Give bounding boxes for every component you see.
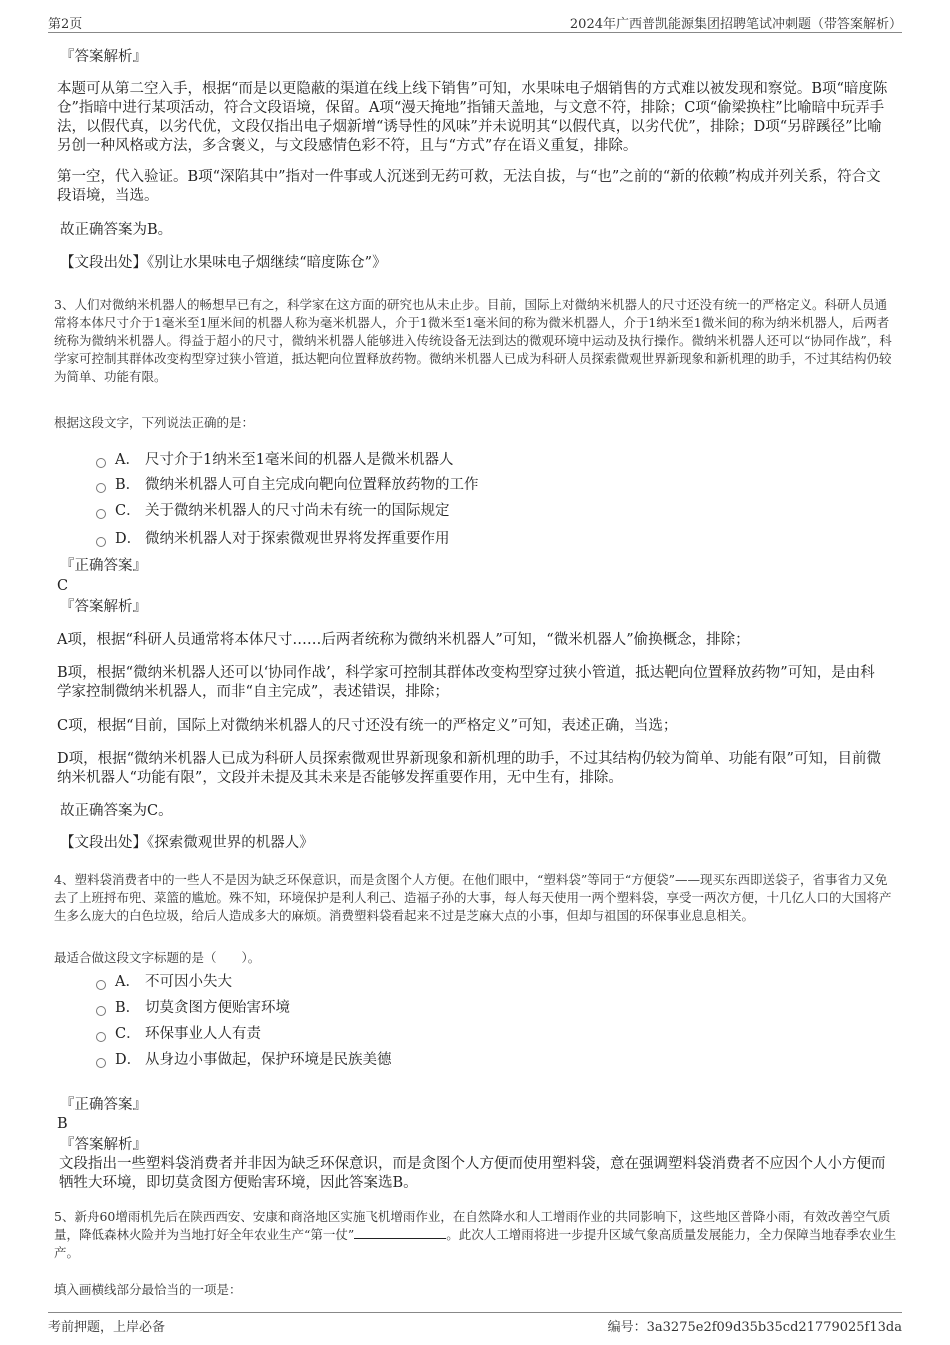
q4-stem: 最适合做这段文字标题的是（ ）。 [54, 950, 261, 965]
q5-question-after: 。此次人工增雨将进一步提升区域气象高质量发展能力，全力保障当地春季农业生产。 [54, 1227, 897, 1260]
q3-analysis-d: D项，根据“微纳米机器人已成为科研人员探索微观世界新现象和新机理的助手，不过其结构仍较为简单、功能有限”可知，目前微纳米机器人“功能有限”，文段并未提及其未来是否能够发挥重要作用，无中生有，排除。 [57, 751, 881, 786]
option-letter: C． [115, 1026, 141, 1042]
radio-icon[interactable] [96, 980, 106, 990]
option-text: 环保事业人人有责 [145, 1026, 261, 1042]
q3-analysis-c: C项，根据“目前，国际上对微纳米机器人的尺寸还没有统一的严格定义”可知，表述正确，当选； [57, 718, 678, 734]
q3-option-c[interactable] [96, 502, 450, 521]
q4-question-text: 4、塑料袋消费者中的一些人不是因为缺乏环保意识，而是贪图个人方便。在他们眼中，“塑料袋”等同于“方便袋”——现买东西即送袋子，省事省力又免去了上班捋布兜、菜篮的尴尬。殊不知，环境保护是利人利己、造福子孙的大事，每人每天使用一两个塑料袋，享受一两次方便，十几亿人口的大国将产生多么庞大的白色垃圾，给后人造成多大的麻烦。消费塑料袋看起来不过是芝麻大点的小事，但却与祖国的环保事业息息相关。 [54, 872, 892, 923]
radio-icon[interactable] [96, 537, 106, 547]
option-text: 微纳米机器人可自主完成向靶向位置释放药物的工作 [145, 477, 479, 493]
option-text: 关于微纳米机器人的尺寸尚未有统一的国际规定 [145, 503, 450, 519]
fill-blank [354, 1226, 446, 1239]
q4-option-c[interactable] [96, 1025, 261, 1044]
page-number: 第2页 [48, 17, 83, 32]
radio-icon[interactable] [96, 1006, 106, 1016]
option-text: 切莫贪图方便贻害环境 [145, 1000, 290, 1016]
q3-question-text: 3、人们对微纳米机器人的畅想早已有之，科学家在这方面的研究也从未止步。目前，国际上对微纳米机器人的尺寸还没有统一的严格定义。科研人员通常将本体尺寸介于1毫米至1厘米间的机器人称为毫米机器人，介于1微米至1毫米间的称为微米机器人，介于1纳米至1微米间的称为纳米机器人，后两者统称为微纳米机器人。得益于超小的尺寸，微纳米机器人能够进入传统设备无法到达的微观环境中运动及执行操作。微纳米机器人还可以“协同作战”，科学家可控制其群体改变构型穿过狭小管道，抵达靶向位置释放药物。微纳米机器人已成为科研人员探索微观世界新现象和新机理的助手，不过其结构仍较为简单、功能有限。 [54, 297, 892, 384]
q3-option-b[interactable] [96, 476, 479, 495]
document-title: 2024年广西普凯能源集团招聘笔试冲刺题（带答案解析） [569, 17, 902, 32]
q3-option-d[interactable] [96, 530, 450, 549]
q2-analysis-paragraph-1: 本题可从第二空入手，根据“而是以更隐蔽的渠道在线上线下销售”可知，水果味电子烟销售的方式难以被发现和察觉。B项“暗度陈仓”指暗中进行某项活动，符合文段语境，保留。A项“漫天掩地”指铺天盖地，与文意不符，排除；C项“偷梁换柱”比喻暗中玩弄手法，以假代真，以劣代优，文段仅指出电子烟新增“诱导性的风味”并未说明其“以假代真，以劣代优”，排除；D项“另辟蹊径”比喻另创一种风格或方法，多含褒义，与文段感情色彩不符，且与“方式”存在语义重复，排除。 [57, 81, 888, 154]
footer-slogan: 考前押题，上岸必备 [48, 1320, 166, 1335]
q4-answer-label: 『正确答案』 [60, 1097, 147, 1113]
q3-analysis-b: B项，根据“微纳米机器人还可以‘协同作战’，科学家可控制其群体改变构型穿过狭小管道，抵达靶向位置释放药物”可知，是由科学家控制微纳米机器人，而非“自主完成”，表述错误，排除； [57, 665, 875, 700]
page-footer [48, 1312, 902, 1335]
radio-icon[interactable] [96, 458, 106, 468]
option-letter: B． [115, 1000, 141, 1016]
q4-option-d[interactable] [96, 1051, 392, 1070]
q3-answer-label: 『正确答案』 [60, 558, 147, 574]
radio-icon[interactable] [96, 1032, 106, 1042]
q3-conclusion: 故正确答案为C。 [60, 803, 173, 819]
q2-analysis-label: 『答案解析』 [60, 49, 147, 65]
q2-source: 【文段出处】《别让水果味电子烟继续“暗度陈仓”》 [60, 255, 387, 271]
q4-option-a[interactable] [96, 973, 232, 992]
option-letter: A． [115, 974, 140, 990]
radio-icon[interactable] [96, 509, 106, 519]
option-text: 微纳米机器人对于探索微观世界将发挥重要作用 [145, 531, 450, 547]
document-id: 编号：3a3275e2f09d35b35cd21779025f13da [607, 1320, 902, 1335]
option-letter: C． [115, 503, 141, 519]
radio-icon[interactable] [96, 1058, 106, 1068]
option-letter: B． [115, 477, 141, 493]
q4-analysis-label: 『答案解析』 [60, 1137, 147, 1153]
option-text: 尺寸介于1纳米至1毫米间的机器人是微米机器人 [145, 452, 454, 468]
q2-analysis-paragraph-2: 第一空，代入验证。B项“深陷其中”指对一件事或人沉迷到无药可救，无法自拔，与“也”之前的“新的依赖”构成并列关系，符合文段语境，当选。 [57, 169, 881, 204]
q4-answer: B [57, 1116, 68, 1132]
option-text: 不可因小失大 [145, 974, 232, 990]
option-text: 从身边小事做起，保护环境是民族美德 [145, 1052, 392, 1068]
option-letter: A． [115, 452, 140, 468]
q3-stem: 根据这段文字，下列说法正确的是： [54, 415, 255, 430]
q2-conclusion: 故正确答案为B。 [60, 222, 173, 238]
q4-analysis: 文段指出一些塑料袋消费者并非因为缺乏环保意识，而是贪图个人方便而使用塑料袋，意在强调塑料袋消费者不应因个人小方便而牺牲大环境，即切莫贪图方便贻害环境，因此答案选B。 [59, 1156, 886, 1191]
q4-option-b[interactable] [96, 999, 290, 1018]
q5-question-text [54, 1208, 899, 1262]
option-letter: D． [115, 531, 142, 547]
radio-icon[interactable] [96, 483, 106, 493]
q3-source: 【文段出处】《探索微观世界的机器人》 [60, 835, 314, 851]
q5-stem: 填入画横线部分最恰当的一项是： [54, 1282, 242, 1297]
page-header [48, 10, 902, 33]
q3-option-a[interactable] [96, 451, 453, 470]
q5-question-before: 5、新舟60增雨机先后在陕西西安、安康和商洛地区实施飞机增雨作业，在自然降水和人工增雨作业的共同影响下，这些地区普降小雨，有效改善空气质量，降低森林火险并为当地打好全年农业生产“第一仗” [54, 1209, 891, 1242]
q3-analysis-a: A项，根据“科研人员通常将本体尺寸……后两者统称为微纳米机器人”可知，“微米机器人”偷换概念，排除； [57, 632, 750, 648]
q3-analysis-label: 『答案解析』 [60, 599, 147, 615]
option-letter: D． [115, 1052, 142, 1068]
q3-answer: C [57, 578, 69, 594]
